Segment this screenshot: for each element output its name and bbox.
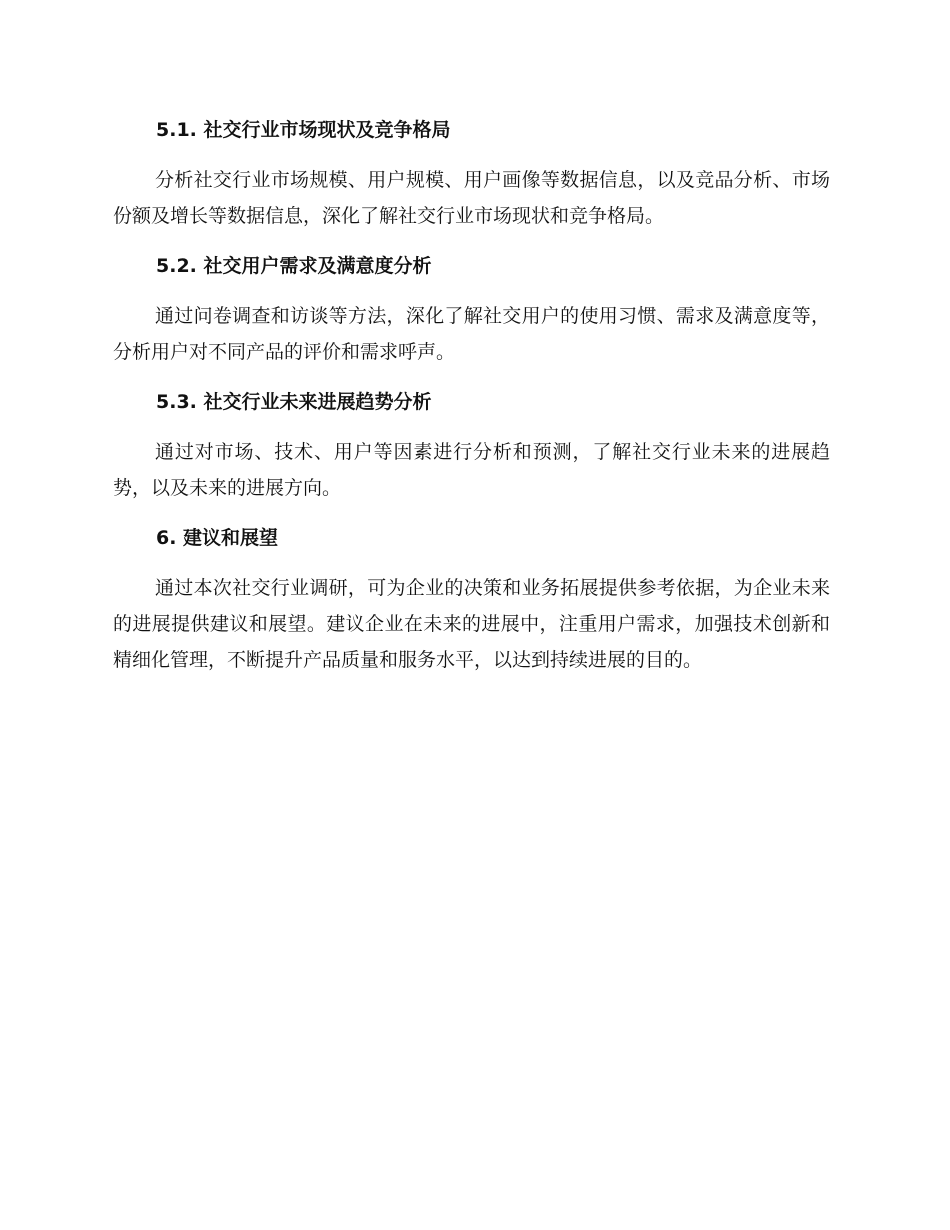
section-5-2 (113, 248, 830, 370)
section-paragraph: 通过对市场、技术、用户等因素进行分析和预测，了解社交行业未来的进展趋势，以及未来的进展方向。 (113, 441, 830, 499)
section-paragraph: 通过问卷调查和访谈等方法，深化了解社交用户的使用习惯、需求及满意度等，分析用户对不同产品的评价和需求呼声。 (113, 305, 830, 363)
section-5-3 (113, 384, 830, 506)
section-paragraph: 分析社交行业市场规模、用户规模、用户画像等数据信息，以及竞品分析、市场份额及增长等数据信息，深化了解社交行业市场现状和竞争格局。 (113, 169, 830, 227)
section-heading: 5.2. 社交用户需求及满意度分析 (156, 255, 432, 277)
section-paragraph: 通过本次社交行业调研，可为企业的决策和业务拓展提供参考依据，为企业未来的进展提供建议和展望。建议企业在未来的进展中，注重用户需求，加强技术创新和精细化管理，不断提升产品质量和服务水平，以达到持续进展的目的。 (113, 577, 830, 671)
document-body (113, 112, 830, 678)
section-heading: 5.3. 社交行业未来进展趋势分析 (156, 391, 432, 413)
section-heading: 6. 建议和展望 (156, 527, 279, 549)
section-heading: 5.1. 社交行业市场现状及竞争格局 (156, 119, 451, 141)
section-6 (113, 520, 830, 678)
section-5-1 (113, 112, 830, 234)
